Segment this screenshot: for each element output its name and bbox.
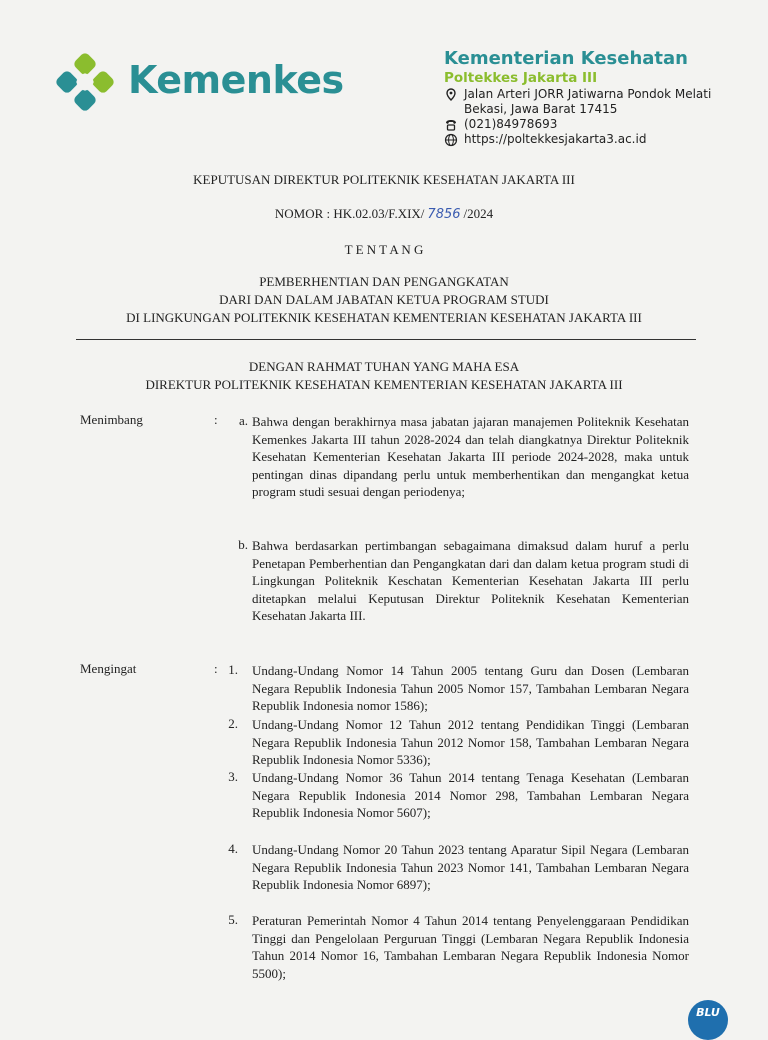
- address-line-2: Bekasi, Jawa Barat 17415: [464, 102, 618, 116]
- menimbang-item-a: Bahwa dengan berakhirnya masa jabatan jajaran manajemen Politeknik Kesehatan Kemenkes Jakarta III tahun 2028-2024 dan telah diangkatnya Direktur Politeknik Kesehatan Kementerian Kesehatan Jakarta III periode 2024-2028, maka untuk pentingan dinas dipandang perlu untuk memberhentikan dan mengangkat ketua program studi sesuai dengan periodenya;: [252, 414, 689, 499]
- decree-number-handwritten: 7856: [427, 207, 461, 222]
- subject-line-2: DARI DAN DALAM JABATAN KETUA PROGRAM STUDI: [219, 292, 549, 307]
- mengingat-item-4: Undang-Undang Nomor 20 Tahun 2023 tentang Aparatur Sipil Negara (Lembaran Negara Republik Indonesia Tahun 2023 Nomor 141, Tambahan Lembaran Negara Republik Indonesia Nomor 6897);: [252, 842, 689, 892]
- mengingat-marker-4: 4.: [228, 841, 238, 856]
- mengingat-colon: :: [214, 661, 218, 676]
- preamble-line-1: DENGAN RAHMAT TUHAN YANG MAHA ESA: [248, 359, 520, 374]
- phone-number: (021)84978693: [464, 117, 558, 131]
- subject-line-1: PEMBERHENTIAN DAN PENGANGKATAN: [259, 274, 509, 289]
- address-row: [444, 87, 711, 102]
- mengingat-item-5: Peraturan Pemerintah Nomor 4 Tahun 2014 tentang Penyelenggaraan Pendidikan Tinggi dan Pengelolaan Perguruan Tinggi (Lembaran Negara Republik Indonesia Tahun 2014 Nomor 16, Tambahan Lembaran Negara Republik Indonesia Nomor 5500);: [252, 913, 689, 981]
- mengingat-marker-1: 1.: [228, 662, 238, 677]
- mengingat-item-3: Undang-Undang Nomor 36 Tahun 2014 tentang Tenaga Kesehatan (Lembaran Negara Republik Indonesia 2014 Nomor 298, Tambahan Lembaran Negara Republik Indonesia Nomor 5607);: [252, 770, 689, 820]
- preamble-line-2: DIREKTUR POLITEKNIK KESEHATAN KEMENTERIAN KESEHATAN JAKARTA III: [145, 377, 623, 392]
- mengingat-item-2: Undang-Undang Nomor 12 Tahun 2012 tentang Pendidikan Tinggi (Lembaran Negara Republik Indonesia Tahun 2012 Nomor 158, Tambahan Lembaran Negara Republik Indonesia Nomor 5336);: [252, 717, 689, 767]
- decree-number: [0, 206, 768, 222]
- menimbang-label: Menimbang: [80, 412, 143, 427]
- menimbang-marker-b: b.: [238, 537, 248, 552]
- blu-badge: BLU: [688, 1000, 728, 1040]
- menimbang-colon: :: [214, 412, 218, 427]
- decree-title: KEPUTUSAN DIREKTUR POLITEKNIK KESEHATAN JAKARTA III: [193, 172, 575, 187]
- kemenkes-logo-icon: [54, 52, 116, 112]
- org-subname: Poltekkes Jakarta III: [444, 70, 598, 86]
- letterhead-contact-block: [444, 48, 711, 147]
- menimbang-item-b: Bahwa berdasarkan pertimbangan sebagaimana dimaksud dalam huruf a perlu Penetapan Pemberhentian dan Pengangkatan dari dan dalam ketua program studi di Lingkungan Politeknik Keschatan Kementerian Kesehatan Jakarta III perlu ditetapkan melalui Keputusan Direktur Politeknik Kesehatan Kementerian Kesehatan Jakarta III.: [252, 538, 689, 623]
- mengingat-label: Mengingat: [80, 661, 137, 676]
- phone-row: [444, 117, 711, 132]
- title-divider: [76, 339, 696, 340]
- address-row-2: [444, 102, 711, 117]
- mengingat-marker-3: 3.: [228, 769, 238, 784]
- menimbang-marker-a: a.: [238, 413, 248, 428]
- subject-line-3: DI LINGKUNGAN POLITEKNIK KESEHATAN KEMENTERIAN KESEHATAN JAKARTA III: [126, 310, 642, 325]
- website-row: [444, 132, 711, 147]
- org-name: Kementerian Kesehatan: [444, 48, 688, 69]
- mengingat-marker-5: 5.: [228, 912, 238, 927]
- logo-wordmark: Kemenkes: [128, 58, 344, 102]
- website-link[interactable]: https://poltekkesjakarta3.ac.id: [464, 132, 647, 146]
- address-line-1: Jalan Arteri JORR Jatiwarna Pondok Melati: [464, 87, 712, 101]
- phone-icon: [444, 118, 458, 132]
- tentang-heading: T E N T A N G: [344, 242, 424, 257]
- location-pin-icon: [444, 88, 458, 102]
- mengingat-marker-2: 2.: [228, 716, 238, 731]
- decree-number-suffix: /2024: [463, 206, 494, 221]
- globe-icon: [444, 133, 458, 147]
- mengingat-item-1: Undang-Undang Nomor 14 Tahun 2005 tentang Guru dan Dosen (Lembaran Negara Republik Indonesia Tahun 2005 Nomor 157, Tambahan Lembaran Negara Republik Indonesia nomor 1586);: [252, 663, 689, 713]
- decree-number-prefix: NOMOR : HK.02.03/F.XIX/: [274, 206, 425, 221]
